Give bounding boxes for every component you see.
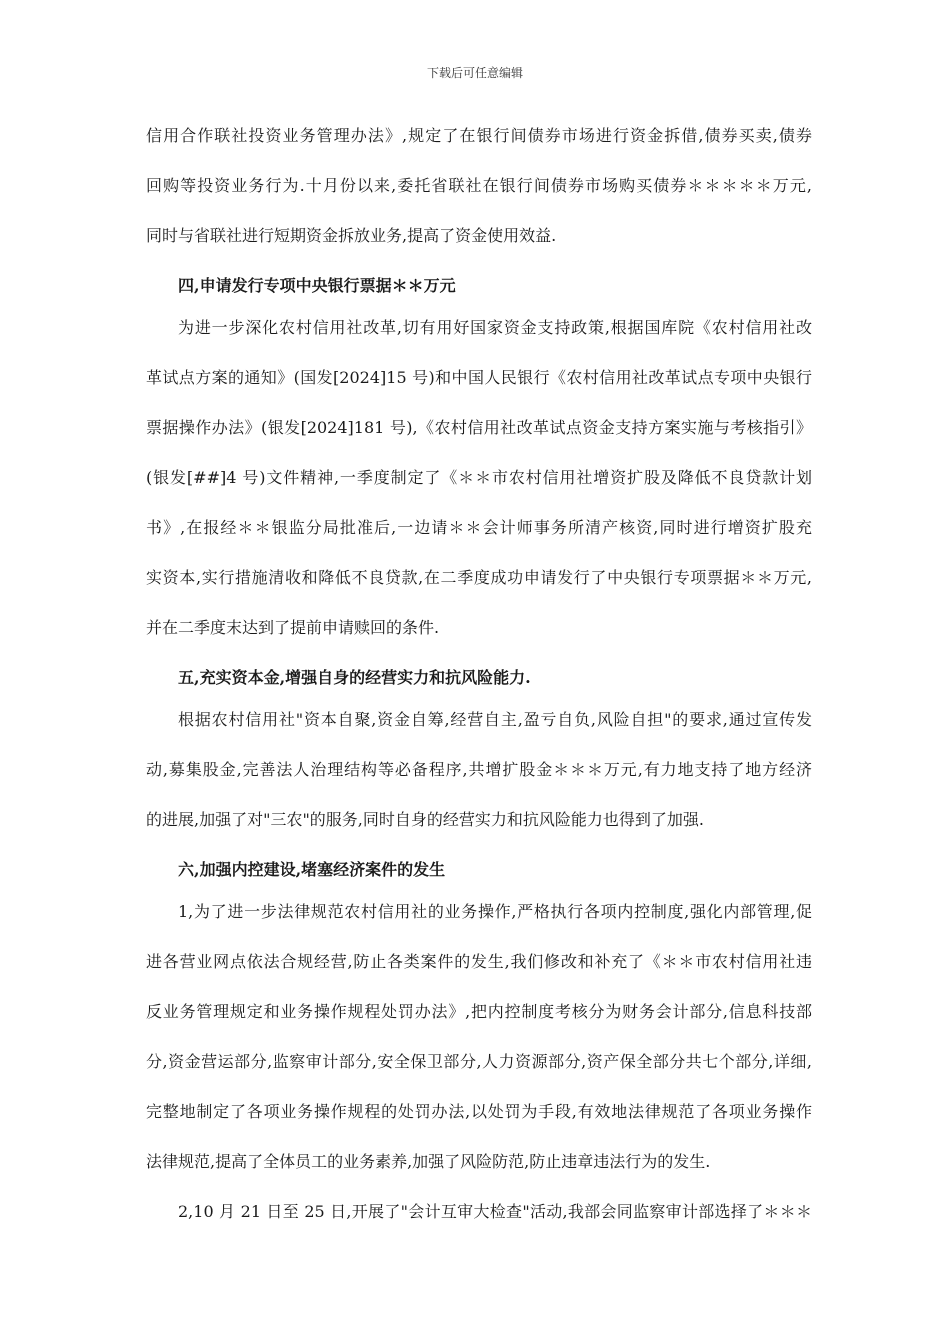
paragraph-line: 为进一步深化农村信用社改革,切有用好国家资金支持政策,根据国库院《农村信用社改 [178,318,812,337]
paragraph-line: 实资本,实行措施清收和降低不良贷款,在二季度成功申请发行了中央银行专项票据＊＊万元, [146,568,812,587]
paragraph-line: 1,为了进一步法律规范农村信用社的业务操作,严格执行各项内控制度,强化内部管理,促 [178,902,812,921]
paragraph-line: 动,募集股金,完善法人治理结构等必备程序,共增扩股金＊＊＊万元,有力地支持了地方经济 [146,760,812,779]
paragraph-line: (银发[##]4 号)文件精神,一季度制定了《＊＊市农村信用社增资扩股及降低不良贷款计划 [146,468,812,487]
paragraph-line: 革试点方案的通知》(国发[2024]15 号)和中国人民银行《农村信用社改革试点专项中央银行 [146,368,812,387]
section-heading: 四,申请发行专项中央银行票据＊＊万元 [178,276,456,295]
paragraph-line: 票据操作办法》(银发[2024]181 号),《农村信用社改革试点资金支持方案实施与考核指引》 [146,418,812,437]
paragraph-line: 反业务管理规定和业务操作规程处罚办法》,把内控制度考核分为财务会计部分,信息科技部 [146,1002,812,1021]
section-heading: 六,加强内控建设,堵塞经济案件的发生 [178,860,446,879]
paragraph-line: 并在二季度末达到了提前申请赎回的条件. [146,618,440,637]
paragraph-line: 进各营业网点依法合规经营,防止各类案件的发生,我们修改和补充了《＊＊市农村信用社违 [146,952,812,971]
paragraph-line: 完整地制定了各项业务操作规程的处罚办法,以处罚为手段,有效地法律规范了各项业务操作 [146,1102,812,1121]
paragraph-line: 信用合作联社投资业务管理办法》,规定了在银行间债券市场进行资金拆借,债券买卖,债券 [146,126,812,145]
paragraph-line: 的进展,加强了对"三农"的服务,同时自身的经营实力和抗风险能力也得到了加强. [146,810,704,829]
section-heading: 五,充实资本金,增强自身的经营实力和抗风险能力. [178,668,531,687]
paragraph-line: 同时与省联社进行短期资金拆放业务,提高了资金使用效益. [146,226,557,245]
paragraph-line: 根据农村信用社"资本自聚,资金自筹,经营自主,盈亏自负,风险自担"的要求,通过宣传发 [178,710,812,729]
paragraph-line: 分,资金营运部分,监察审计部分,安全保卫部分,人力资源部分,资产保全部分共七个部分,详细, [146,1052,812,1071]
paragraph-line: 2,10 月 21 日至 25 日,开展了"会计互审大检查"活动,我部会同监察审计部选择了＊＊＊ [178,1202,812,1221]
document-body [146,118,812,1244]
paragraph-line: 法律规范,提高了全体员工的业务素养,加强了风险防范,防止违章违法行为的发生. [146,1152,711,1171]
page-header: 下载后可任意编辑 [426,66,523,80]
paragraph-line: 书》,在报经＊＊银监分局批准后,一边请＊＊会计师事务所清产核资,同时进行增资扩股充 [146,518,812,537]
paragraph-line: 回购等投资业务行为.十月份以来,委托省联社在银行间债券市场购买债券＊＊＊＊＊万元, [146,176,812,195]
